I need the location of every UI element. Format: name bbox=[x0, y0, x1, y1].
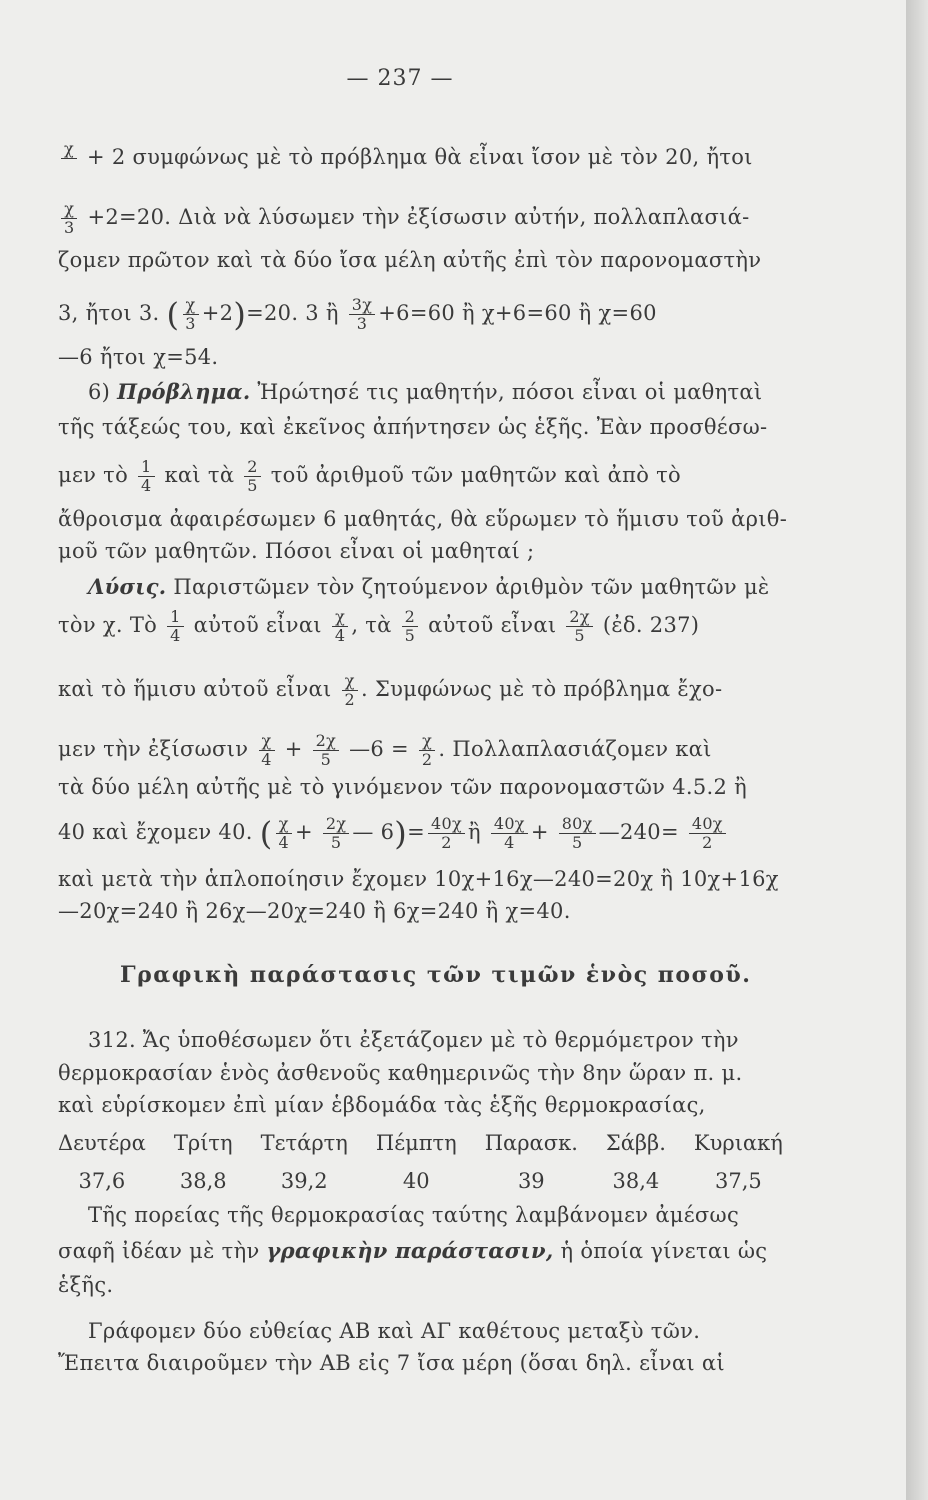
fraction: $\frac{\chi}{4}$ bbox=[276, 815, 292, 852]
solution-title: Λύσις. bbox=[88, 574, 167, 599]
table-cell: 39 bbox=[517, 1169, 545, 1193]
text-line: 312. Ἄς ὑποθέσωμεν ὅτι ἐξετάζομεν μὲ τὸ θερμόμετρον τὴν bbox=[88, 1028, 739, 1052]
table-cell: 38,4 bbox=[612, 1169, 660, 1193]
text-line: χ + 2 συμφώνως μὲ τὸ πρόβλημα θὰ εἶναι ἴσον μὲ τὸν 20, ἤτοι bbox=[58, 140, 818, 177]
problem-title: Πρόβλημα. bbox=[117, 379, 251, 404]
table-cell: Δευτέρα bbox=[58, 1131, 146, 1155]
fraction: $\frac{2\chi}{5}$ bbox=[566, 608, 592, 645]
text-line: τὰ δύο μέλη αὐτῆς μὲ τὸ γινόμενον τῶν παρονομαστῶν 4.5.2 ἢ bbox=[58, 775, 747, 799]
table-row-days bbox=[44, 1124, 797, 1162]
solution-heading-line: Λύσις. Παριστῶμεν τὸν ζητούμενον ἀριθμὸν τῶν μαθητῶν μὲ bbox=[88, 574, 770, 599]
text-line: Τῆς πορείας τῆς θερμοκρασίας ταύτης λαμβάνομεν ἀμέσως bbox=[88, 1203, 740, 1227]
fraction: $\frac{1}{4}$ bbox=[167, 608, 183, 645]
fraction: $\frac{80\chi}{5}$ bbox=[559, 815, 596, 852]
table-cell: Παρασκ. bbox=[484, 1131, 578, 1155]
page-edge bbox=[906, 0, 928, 1500]
table-cell: Πέμπτη bbox=[375, 1131, 457, 1155]
text-line: 40 καὶ ἔχομεν 40. ( $\frac{\chi}{4}$ + $\frac{2\chi}{5}$ — 6)= $\frac{40\chi}{2}$ ἢ $\frac{40\chi}{4}$ + $\frac{80\chi}{5}$ —240= $\frac{40\chi}{2}$ bbox=[58, 815, 818, 852]
text-line: καὶ εὑρίσκομεν ἐπὶ μίαν ἑβδομάδα τὰς ἑξῆς θερμοκρασίας, bbox=[58, 1093, 706, 1117]
fraction: $\frac{2\chi}{5}$ bbox=[323, 815, 349, 852]
text-line: $\frac{\chi}{3}$ +2=20. Διὰ νὰ λύσωμεν τὴν ἐξίσωσιν αὐτήν, πολλαπλασιά- bbox=[58, 200, 818, 237]
fraction: $\frac{\chi}{2}$ bbox=[342, 672, 358, 709]
table-cell: 38,8 bbox=[179, 1169, 227, 1193]
text-line: ζομεν πρῶτον καὶ τὰ δύο ἴσα μέλη αὐτῆς ἐπὶ τὸν παρονομαστὴν bbox=[58, 248, 762, 272]
fraction: $\frac{\chi}{4}$ bbox=[258, 732, 274, 769]
table-cell: Τετάρτη bbox=[260, 1131, 348, 1155]
text-line: —6 ἤτοι χ=54. bbox=[58, 345, 219, 369]
problem-heading-line: 6) Πρόβλημα. Ἠρώτησέ τις μαθητήν, πόσοι εἶναι οἱ μαθηταὶ bbox=[88, 379, 763, 404]
text-line: καὶ μετὰ τὴν ἁπλοποίησιν ἔχομεν 10χ+16χ—240=20χ ἢ 10χ+16χ bbox=[58, 867, 779, 891]
text-line: μεν τὸ $\frac{1}{4}$ καὶ τὰ $\frac{2}{5}$ τοῦ ἀριθμοῦ τῶν μαθητῶν καὶ ἀπὸ τὸ bbox=[58, 457, 682, 495]
table-cell: 40 bbox=[402, 1169, 430, 1193]
text-line: τὸν χ. Τὸ $\frac{1}{4}$ αὐτοῦ εἶναι $\frac{\chi}{4}$ , τὰ $\frac{2}{5}$ αὐτοῦ εἶναι $\frac{2\chi}{5}$ (ἐδ. 237) bbox=[58, 607, 700, 645]
table-cell: 37,5 bbox=[714, 1169, 762, 1193]
table-cell: Τρίτη bbox=[173, 1131, 233, 1155]
emphasis: γραφικὴν παράστασιν, bbox=[266, 1238, 554, 1263]
fraction: $\frac{2}{5}$ bbox=[402, 608, 418, 645]
text-line: ἑξῆς. bbox=[58, 1273, 114, 1297]
text-line: Γράφομεν δύο εὐθείας ΑΒ καὶ ΑΓ καθέτους μεταξὺ τῶν. bbox=[88, 1319, 701, 1343]
fraction: $\frac{1}{4}$ bbox=[138, 458, 154, 495]
fraction: $\frac{40\chi}{4}$ bbox=[491, 815, 528, 852]
text-line: θερμοκρασίαν ἑνὸς ἀσθενοῦς καθημερινῶς τὴν 8ην ὥραν π. μ. bbox=[58, 1061, 743, 1085]
fraction: $\frac{\chi}{3}$ bbox=[61, 200, 77, 237]
fraction: $\frac{2\chi}{5}$ bbox=[313, 732, 339, 769]
fraction: $\frac{40\chi}{2}$ bbox=[689, 815, 726, 852]
fraction: $\frac{3\chi}{3}$ bbox=[349, 296, 375, 333]
fraction: $\frac{\chi}{4}$ bbox=[332, 608, 348, 645]
text-line: μεν τὴν ἐξίσωσιν $\frac{\chi}{4}$ + $\frac{2\chi}{5}$ —6 = $\frac{\chi}{2}$ . Πολλαπλασιάζομεν καὶ bbox=[58, 731, 712, 769]
text-line: ἄθροισμα ἀφαιρέσωμεν 6 μαθητάς, θὰ εὕρωμεν τὸ ἥμισυ τοῦ ἀριθ- bbox=[58, 507, 788, 531]
fraction: $\frac{40\chi}{2}$ bbox=[428, 815, 465, 852]
temperature-table bbox=[44, 1124, 797, 1200]
fraction: $\frac{\chi}{3}$ bbox=[182, 296, 198, 333]
table-cell: 37,6 bbox=[78, 1169, 126, 1193]
table-row-temperatures bbox=[44, 1162, 797, 1200]
text-line: Ἔπειτα διαιροῦμεν τὴν ΑΒ εἰς 7 ἴσα μέρη (ὅσαι δηλ. εἶναι αἱ bbox=[58, 1351, 725, 1375]
table-cell: Σάββ. bbox=[605, 1131, 666, 1155]
text-line: —20χ=240 ἢ 26χ—20χ=240 ἢ 6χ=240 ἢ χ=40. bbox=[58, 899, 571, 923]
page-number: — 237 — bbox=[346, 66, 454, 91]
text-line: τῆς τάξεώς του, καὶ ἐκεῖνος ἀπήντησεν ὡς ἑξῆς. Ἐὰν προσθέσω- bbox=[58, 415, 768, 439]
text-line: σαφῆ ἰδέαν μὲ τὴν γραφικὴν παράστασιν, ἡ ὁποία γίνεται ὡς bbox=[58, 1238, 768, 1263]
table-cell: 39,2 bbox=[280, 1169, 328, 1193]
fraction: $\frac{2}{5}$ bbox=[244, 458, 260, 495]
section-heading: Γραφικὴ παράστασις τῶν τιμῶν ἑνὸς ποσοῦ. bbox=[120, 962, 752, 988]
table-cell: Κυριακή bbox=[693, 1131, 783, 1155]
text-line: 3, ἤτοι 3. ( $\frac{\chi}{3}$ +2)=20. 3 ἢ $\frac{3\chi}{3}$ +6=60 ἢ χ+6=60 ἢ χ=60 bbox=[58, 295, 657, 334]
fraction: $\frac{\chi}{2}$ bbox=[419, 732, 435, 769]
fraction: χ bbox=[61, 140, 77, 177]
text-line: καὶ τὸ ἥμισυ αὐτοῦ εἶναι $\frac{\chi}{2}$ . Συμφώνως μὲ τὸ πρόβλημα ἔχο- bbox=[58, 671, 723, 709]
text-line: μοῦ τῶν μαθητῶν. Πόσοι εἶναι οἱ μαθηταί ; bbox=[58, 539, 535, 563]
